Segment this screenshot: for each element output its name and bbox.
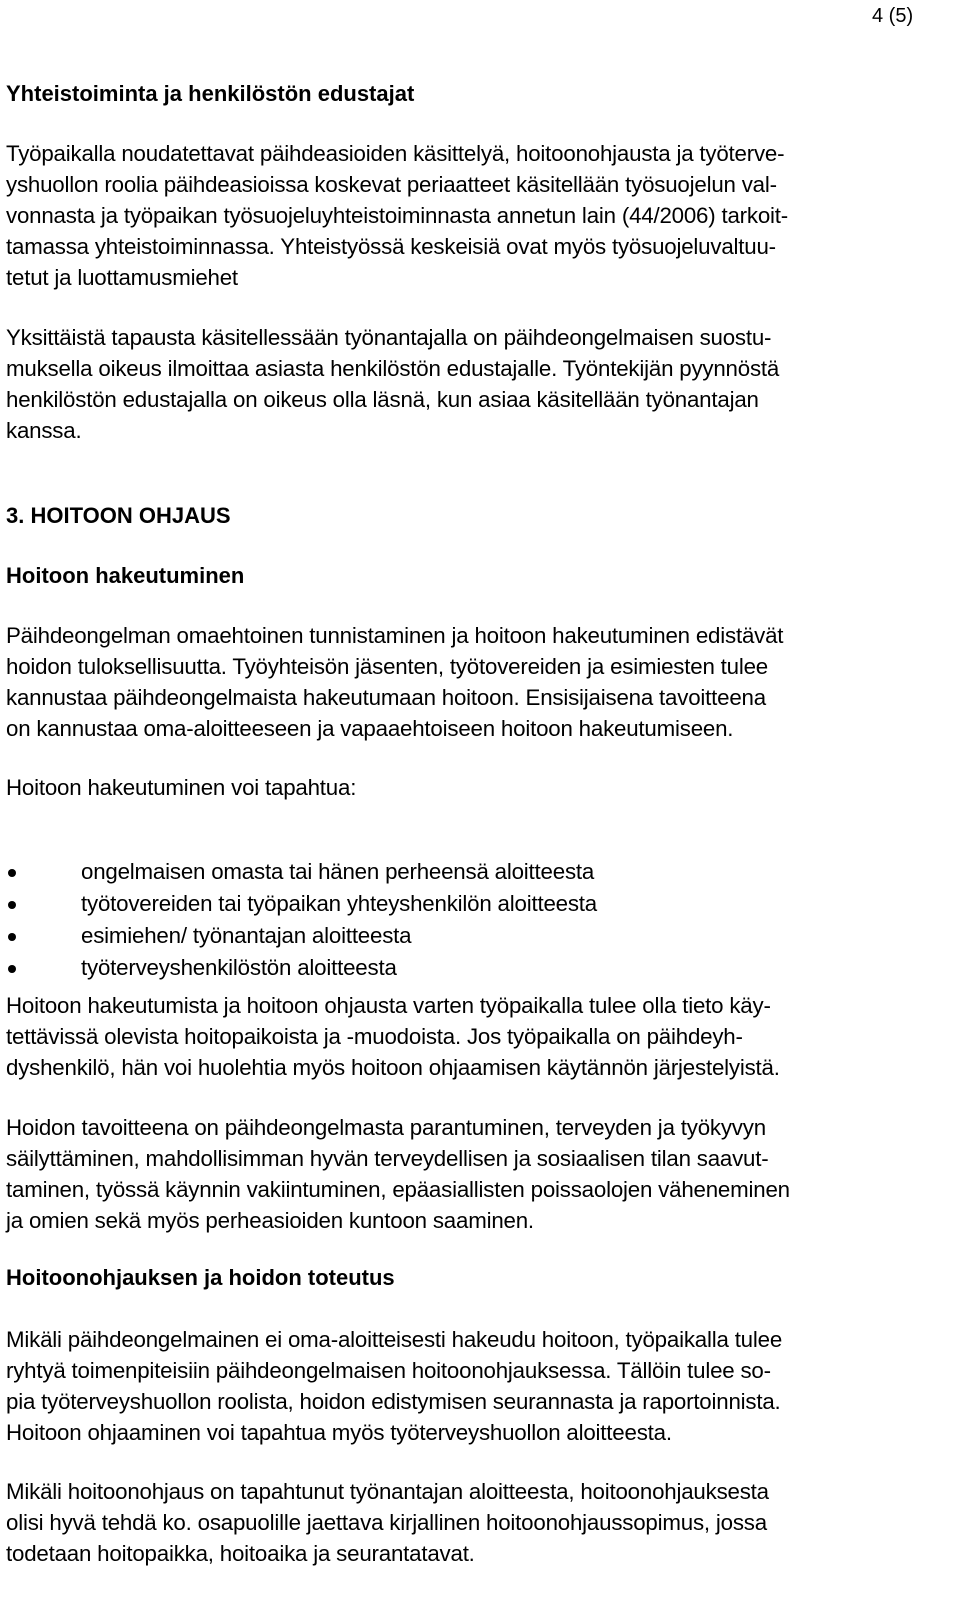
list-item (6, 856, 597, 888)
text-line: Hoidon tavoitteena on päihdeongelmasta parantuminen, terveyden ja työkyvyn (6, 1115, 766, 1140)
text-line: Yksittäistä tapausta käsitellessään työnantajalla on päihdeongelmaisen suostu- (6, 325, 772, 350)
text-line: pia työterveyshuollon roolista, hoidon edistymisen seurannasta ja raportoinnista. (6, 1389, 781, 1414)
paragraph-yhteistoiminta-2 (6, 322, 779, 446)
section-heading-hoitoon-hakeutuminen: Hoitoon hakeutuminen (6, 563, 245, 588)
section-heading-yhteistoiminta: Yhteistoiminta ja henkilöstön edustajat (6, 81, 415, 106)
paragraph-hakeutuminen-3 (6, 1112, 790, 1236)
bullet-icon (8, 965, 16, 973)
text-line: tamassa yhteistoiminnassa. Yhteistyössä keskeisiä ovat myös työsuojeluvaltuu- (6, 234, 776, 259)
bullet-icon (8, 901, 16, 909)
text-line: tetut ja luottamusmiehet (6, 265, 238, 290)
paragraph-toteutus-2 (6, 1476, 769, 1569)
chapter-title: 3. HOITOON OHJAUS (6, 503, 231, 528)
text-line: muksella oikeus ilmoittaa asiasta henkilöstön edustajalle. Työntekijän pyynnöstä (6, 356, 780, 381)
paragraph-hakeutuminen-2 (6, 990, 780, 1083)
paragraph-yhteistoiminta-1 (6, 138, 788, 293)
bullet-icon (8, 933, 16, 941)
paragraph-toteutus-1 (6, 1324, 782, 1448)
list-item-text: työtovereiden tai työpaikan yhteyshenkilön aloitteesta (81, 891, 597, 916)
text-line: Hoitoon ohjaaminen voi tapahtua myös työterveyshuollon aloitteesta. (6, 1420, 672, 1445)
paragraph-hakeutuminen-1 (6, 620, 783, 744)
section-heading-toteutus: Hoitoonohjauksen ja hoidon toteutus (6, 1265, 395, 1290)
list-item-text: työterveyshenkilöstön aloitteesta (81, 955, 397, 980)
text-line: on kannustaa oma-aloitteeseen ja vapaaehtoiseen hoitoon hakeutumiseen. (6, 716, 734, 741)
text-line: kannustaa päihdeongelmaista hakeutumaan hoitoon. Ensisijaisena tavoitteena (6, 685, 766, 710)
list-item (6, 920, 597, 952)
bullet-icon (8, 869, 16, 877)
list-item (6, 888, 597, 920)
text-line: Päihdeongelman omaehtoinen tunnistaminen ja hoitoon hakeutuminen edistävät (6, 623, 784, 648)
text-line: säilyttäminen, mahdollisimman hyvän terveydellisen ja sosiaalisen tilan saavut- (6, 1146, 769, 1171)
text-line: tettävissä olevista hoitopaikoista ja -muodoista. Jos työpaikalla on päihdeyh- (6, 1024, 743, 1049)
text-line: Työpaikalla noudatettavat päihdeasioiden käsittelyä, hoitoonohjausta ja työterve- (6, 141, 785, 166)
list-item (6, 952, 597, 984)
list-item-text: esimiehen/ työnantajan aloitteesta (81, 923, 412, 948)
text-line: kanssa. (6, 418, 82, 443)
text-line: vonnasta ja työpaikan työsuojeluyhteistoiminnasta annetun lain (44/2006) tarkoit- (6, 203, 789, 228)
text-line: ryhtyä toimenpiteisiin päihdeongelmaisen hoitoonohjauksessa. Tällöin tulee so- (6, 1358, 771, 1383)
text-line: ja omien sekä myös perheasioiden kuntoon saaminen. (6, 1208, 534, 1233)
bullet-list (6, 856, 597, 984)
list-intro (6, 772, 356, 803)
text-line: yshuollon roolia päihdeasioissa koskevat periaatteet käsitellään työsuojelun val- (6, 172, 777, 197)
text-line: Hoitoon hakeutumista ja hoitoon ohjausta varten työpaikalla tulee olla tieto käy- (6, 993, 771, 1018)
text-line: todetaan hoitopaikka, hoitoaika ja seurantatavat. (6, 1541, 475, 1566)
text-line: olisi hyvä tehdä ko. osapuolille jaettava kirjallinen hoitoonohjaussopimus, jossa (6, 1510, 767, 1535)
list-item-text: ongelmaisen omasta tai hänen perheensä aloitteesta (81, 859, 595, 884)
text-line: dyshenkilö, hän voi huolehtia myös hoitoon ohjaamisen käytännön järjestelyistä. (6, 1055, 780, 1080)
text-line: henkilöstön edustajalla on oikeus olla läsnä, kun asiaa käsitellään työnantajan (6, 387, 759, 412)
text-line: hoidon tuloksellisuutta. Työyhteisön jäsenten, työtovereiden ja esimiesten tulee (6, 654, 768, 679)
text-line: Mikäli päihdeongelmainen ei oma-aloitteisesti hakeudu hoitoon, työpaikalla tulee (6, 1327, 783, 1352)
text-line: Mikäli hoitoonohjaus on tapahtunut työnantajan aloitteesta, hoitoonohjauksesta (6, 1479, 769, 1504)
page-number: 4 (5) (872, 5, 914, 27)
text-line: taminen, työssä käynnin vakiintuminen, epäasiallisten poissaolojen väheneminen (6, 1177, 790, 1202)
text-line: Hoitoon hakeutuminen voi tapahtua: (6, 775, 357, 800)
